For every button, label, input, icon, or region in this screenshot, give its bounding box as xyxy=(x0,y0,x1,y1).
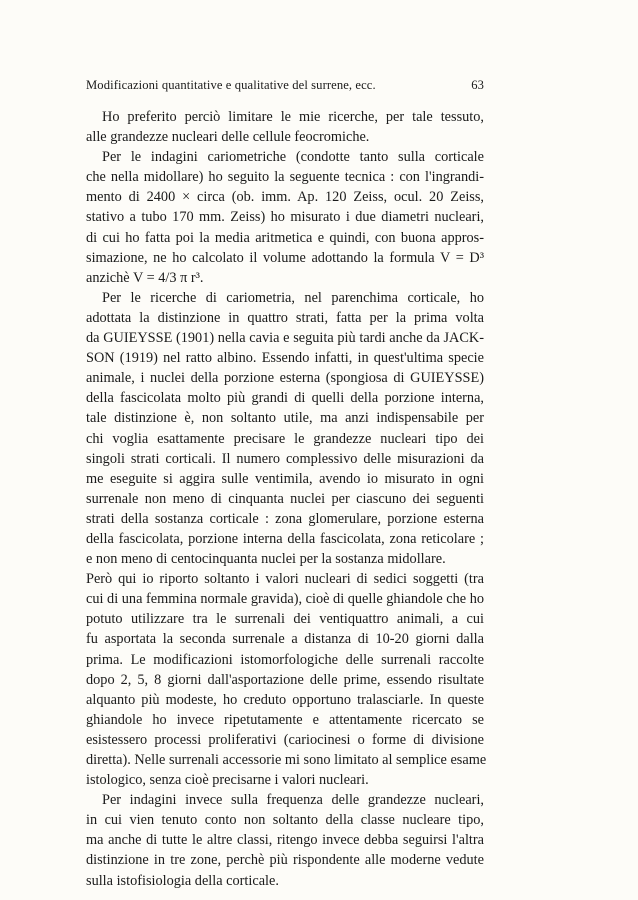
text-line: surrenale non meno di cinquanta nuclei per ciascuno dei seguenti xyxy=(86,490,484,507)
page-number: 63 xyxy=(471,78,484,92)
text-line: alle grandezze nucleari delle cellule feocromiche. xyxy=(86,129,370,146)
text-line: da GUIEYSSE (1901) nella cavia e seguita più tardi anche da JACK- xyxy=(86,330,484,347)
text-line: singoli strati corticali. Il numero complessivo delle misurazioni da xyxy=(86,450,484,467)
text-line: strati della sostanza corticale : zona glomerulare, porzione esterna xyxy=(86,510,484,527)
text-line: sulla istofisiologia della corticale. xyxy=(86,872,279,889)
text-line: e non meno di centocinquanta nuclei per la sostanza midollare. xyxy=(86,551,446,568)
text-line: Per le ricerche di cariometria, nel parenchima corticale, ho xyxy=(102,289,484,306)
text-line: chi voglia esattamente precisare le grandezze nucleari tipo dei xyxy=(86,430,484,447)
text-line: potuto utilizzare tra le surrenali dei ventiquattro animali, a cui xyxy=(86,611,484,628)
text-line: istologico, senza cioè precisarne i valori nucleari. xyxy=(86,772,369,789)
text-line: fu asportata la seconda surrenale a distanza di 10-20 giorni dalla xyxy=(86,631,484,648)
text-line: simazione, ne ho calcolato il volume adottando la formula V = D³ xyxy=(86,249,484,266)
text-line: anzichè V = 4/3 π r³. xyxy=(86,269,204,286)
text-line: Per indagini invece sulla frequenza delle grandezze nucleari, xyxy=(102,792,484,809)
text-line: stativo a tubo 170 mm. Zeiss) ho misurato i due diametri nucleari, xyxy=(86,209,484,226)
text-line: esistessero processi proliferativi (cariocinesi o forme di divisione xyxy=(86,731,484,748)
body-text xyxy=(86,107,487,891)
text-line: cui di una femmina normale gravida), cioè di quelle ghiandole che ho xyxy=(86,591,484,608)
text-line: distinzione in tre zone, perchè più rispondente alle moderne vedute xyxy=(86,852,484,869)
running-title: Modificazioni quantitative e qualitative del surrene, ecc. xyxy=(86,78,376,92)
text-line: diretta). Nelle surrenali accessorie mi sono limitato al semplice esame xyxy=(86,752,487,768)
text-line: alquanto più modeste, ho creduto opportuno tralasciarle. In queste xyxy=(86,691,484,708)
text-line: prima. Le modificazioni istomorfologiche delle surrenali raccolte xyxy=(86,651,484,668)
text-line: ghiandole ho invece ripetutamente e attentamente ricercato se xyxy=(86,711,484,728)
text-line: mento di 2400 × circa (ob. imm. Ap. 120 Zeiss, ocul. 20 Zeiss, xyxy=(86,189,484,206)
text-line: che nella midollare) ho seguito la seguente tecnica : con l'ingrandi- xyxy=(86,169,484,186)
text-line: Però qui io riporto soltanto i valori nucleari di sedici soggetti (tra xyxy=(86,571,484,588)
text-line: della fascicolata molto più grandi di quelli della porzione interna, xyxy=(86,390,484,407)
text-line: in cui vien tenuto conto non soltanto della classe nucleare tipo, xyxy=(86,812,484,829)
text-line: me eseguite si aggira sulle ventimila, avendo io misurato in ogni xyxy=(86,470,484,487)
text-line: dopo 2, 5, 8 giorni dall'asportazione delle prime, essendo risultate xyxy=(86,671,484,688)
text-line: di cui ho fatta poi la media aritmetica e quindi, con buona appros- xyxy=(86,229,484,246)
text-line: tale distinzione è, non soltanto utile, ma anzi indispensabile per xyxy=(86,410,484,427)
text-line: della fascicolata, porzione interna della fascicolata, zona reticolare ; xyxy=(86,530,484,547)
text-line: Per le indagini cariometriche (condotte tanto sulla corticale xyxy=(102,149,484,166)
text-line: SON (1919) nel ratto albino. Essendo infatti, in quest'ultima specie xyxy=(86,350,484,367)
text-line: animale, i nuclei della porzione esterna (spongiosa di GUIEYSSE) xyxy=(86,370,484,387)
running-header xyxy=(86,77,484,93)
text-line: adottata la distinzione in quattro strati, fatta per la prima volta xyxy=(86,309,484,326)
text-line: ma anche di tutte le altre classi, ritengo invece debba seguirsi l'altra xyxy=(86,832,484,849)
text-line: Ho preferito perciò limitare le mie ricerche, per tale tessuto, xyxy=(102,109,484,125)
